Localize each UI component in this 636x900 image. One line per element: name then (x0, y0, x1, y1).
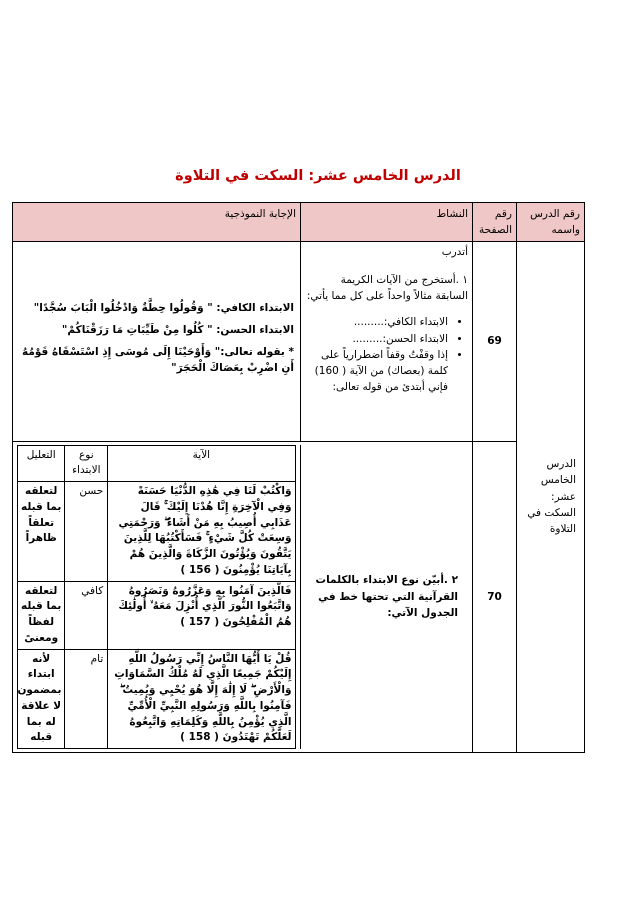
verse-table-header (18, 445, 296, 482)
page-title: الدرس الخامس عشر: السكت في التلاوة (175, 168, 461, 184)
train-heading: أتدرب (441, 245, 468, 258)
activity-split (17, 445, 468, 750)
header-verse: الآية (108, 445, 295, 482)
table-header-row (13, 203, 585, 242)
activity-2-text: ٢ .أبيّن نوع الابتداء بالكلمات القرآنية التي تحتها خط في الجدول الآتي: (300, 445, 468, 750)
list-item: • إذا وقفْتُ وقفاً اضطرارياً على كلمة (بعصاك) من الآية ( 160) فإني أبتدئ من قوله تعالى: (305, 347, 448, 396)
reason-text: لأنه ابتداء بمضمون لا علاقة له بما قبله (18, 649, 65, 749)
verse-table-cell (13, 441, 473, 753)
kind-text: تام (65, 649, 108, 749)
list-item: • الابتداء الحسن:......... (305, 331, 448, 347)
lesson-table (12, 202, 585, 753)
answer-line: الابتداء الحسن: " كُلُوا مِنْ طَيِّبَاتِ مَا رَزَقْنَاكُمْ" (61, 323, 294, 336)
header-kind: نوع الابتداء (65, 445, 108, 482)
reason-text: لتعلقه بما قبله تعلقاً ظاهراً (18, 482, 65, 582)
verse-table (17, 445, 296, 750)
kind-text: حسن (65, 482, 108, 582)
header-activity: النشاط (301, 203, 473, 242)
list-item: • الابتداء الكافي:......... (305, 314, 448, 330)
reason-text: لتعلقه بما قبله لفظاً ومعنىً (18, 581, 65, 649)
page-number-cell: 69 (473, 241, 517, 441)
verse-text: فَالَّذِينَ آمَنُوا بِهِ وَعَزَّرُوهُ وَنَصَرُوهُ وَاتَّبَعُوا النُّورَ الَّذِي أُنْزِلَ مَعَهُ ۙ أُولَٰئِكَ هُمُ الْمُفْلِحُونَ ( 157 ) (108, 581, 295, 649)
table-row (13, 441, 585, 753)
bullet-list (305, 314, 468, 395)
header-page: رقم الصفحة (473, 203, 517, 242)
table-row (18, 649, 296, 749)
activity-cell (301, 241, 473, 441)
header-answer: الإجابة النموذجية (13, 203, 301, 242)
kind-text: كافي (65, 581, 108, 649)
table-row (18, 581, 296, 649)
page-number-cell: 70 (473, 441, 517, 753)
lesson-name-cell: الدرس الخامس عشر: السكت في التلاوة (517, 241, 585, 753)
table-row (13, 241, 585, 441)
header-lesson: رقم الدرس واسمه (517, 203, 585, 242)
answer-line: الابتداء الكافي: " وَقُولُوا حِطَّةٌ وَادْخُلُوا الْبَابَ سُجَّدًا" (33, 301, 294, 314)
header-reason: التعليل (18, 445, 65, 482)
table-row (18, 482, 296, 582)
answer-line: * بقوله تعالى:" وَأَوْحَيْنَا إِلَى مُوسَى إِذِ اسْتَسْقَاهُ قَوْمُهُ أَنِ اضْرِبْ بِعَصَاكَ الْحَجَرَ" (21, 346, 294, 375)
question-1: ١ .أستخرج من الآيات الكريمة السابقة مثالاً واحداً على كل مما يأتي: (306, 273, 468, 303)
verse-text: قُلْ يَا أَيُّهَا النَّاسُ إِنِّي رَسُولُ اللَّهِ إِلَيْكُمْ جَمِيعًا الَّذِي لَهُ مُلْكُ السَّمَاوَاتِ وَالْأَرْضِ ۖ لَا إِلَٰهَ إِلَّا هُوَ يُحْيِي وَيُمِيتُ ۖ فَآمِنُوا بِاللَّهِ وَرَسُولِهِ النَّبِيِّ الْأُمِّيِّ الَّذِي يُؤْمِنُ بِاللَّهِ وَكَلِمَاتِهِ وَاتَّبِعُوهُ لَعَلَّكُمْ تَهْتَدُونَ ( 158 ) (108, 649, 295, 749)
verse-text: وَاكْتُبْ لَنَا فِي هَٰذِهِ الدُّنْيَا حَسَنَةً وَفِي الْآخِرَةِ إِنَّا هُدْنَا إِلَيْكَ ۚ قَالَ عَذَابِي أُصِيبُ بِهِ مَنْ أَشَاءُ ۖ وَرَحْمَتِي وَسِعَتْ كُلَّ شَيْءٍ ۚ فَسَأَكْتُبُهَا لِلَّذِينَ يَتَّقُونَ وَيُؤْتُونَ الزَّكَاةَ وَالَّذِينَ هُمْ بِآيَاتِنَا يُؤْمِنُونَ ( 156 ) (108, 482, 295, 582)
answer-cell (13, 241, 301, 441)
